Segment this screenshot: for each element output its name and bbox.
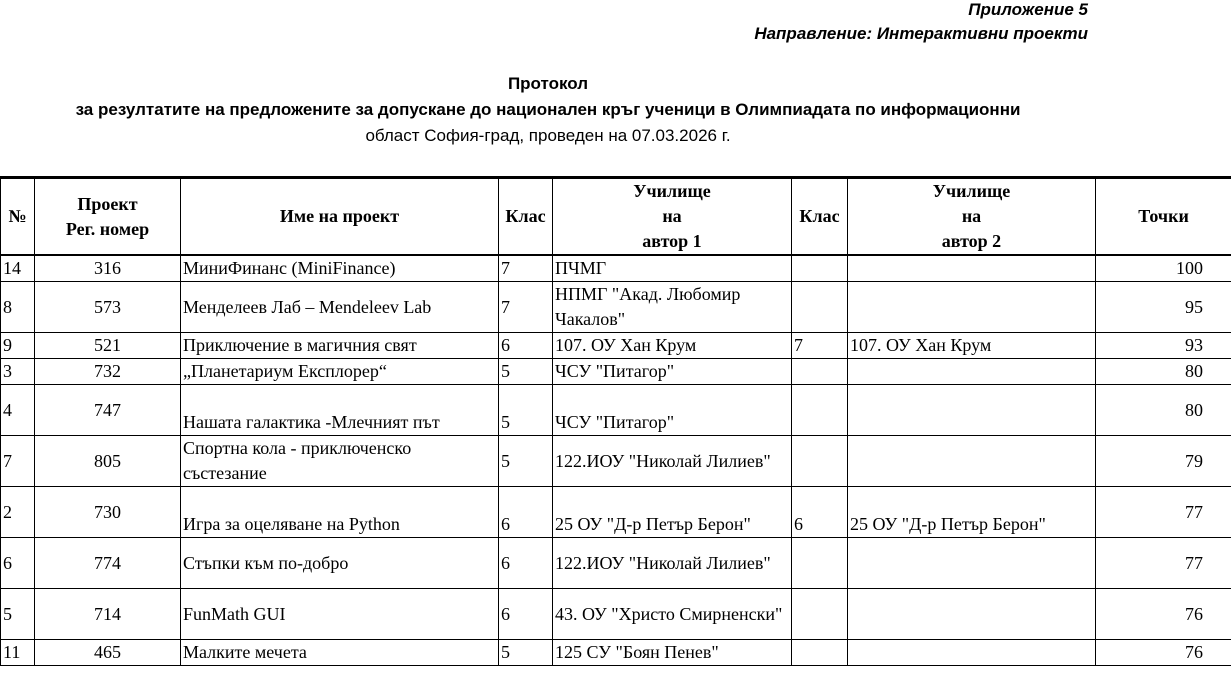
cell-points: 79 [1096, 436, 1231, 487]
cell-school1: 125 СУ "Боян Пенев" [553, 640, 792, 666]
col-header-project-reg [35, 178, 181, 256]
cell-project-name: Малките мечета [181, 640, 499, 666]
table-row [1, 359, 1231, 385]
cell-school1: 107. ОУ Хан Крум [553, 333, 792, 359]
cell-school2 [848, 282, 1096, 333]
cell-school2 [848, 359, 1096, 385]
table-row [1, 282, 1231, 333]
cell-school2 [848, 385, 1096, 436]
cell-grade1: 5 [499, 359, 553, 385]
cell-project-name: Менделеев Лаб – Mendeleev Lab [181, 282, 499, 333]
col-header-school2-line1: Училище [932, 181, 1011, 201]
cell-grade2 [792, 282, 848, 333]
cell-project-name: Стъпки към по-добро [181, 538, 499, 589]
cell-project-name: МиниФинанс (MiniFinance) [181, 255, 499, 282]
cell-project-name: „Планетариум Експлорер“ [181, 359, 499, 385]
cell-points: 100 [1096, 255, 1231, 282]
cell-grade2 [792, 359, 848, 385]
col-header-grade2: Клас [792, 178, 848, 256]
table-row [1, 538, 1231, 589]
cell-grade1: 6 [499, 538, 553, 589]
cell-grade2 [792, 640, 848, 666]
cell-grade2 [792, 385, 848, 436]
cell-grade2 [792, 589, 848, 640]
cell-school1: НПМГ "Акад. Любомир Чакалов" [553, 282, 792, 333]
cell-points: 80 [1096, 385, 1231, 436]
table-row [1, 589, 1231, 640]
cell-school2 [848, 589, 1096, 640]
place-date-line: област София-град, проведен на 07.03.2026 г. [365, 126, 731, 145]
cell-points: 76 [1096, 589, 1231, 640]
cell-grade1: 5 [499, 640, 553, 666]
cell-school2: 107. ОУ Хан Крум [848, 333, 1096, 359]
col-header-school2-line2: на [961, 206, 982, 226]
cell-project-name: Игра за оцеляване на Python [181, 487, 499, 538]
cell-no: 2 [1, 487, 35, 538]
col-header-school2 [848, 178, 1096, 256]
cell-reg-number: 573 [35, 282, 181, 333]
cell-points: 93 [1096, 333, 1231, 359]
cell-grade2 [792, 255, 848, 282]
cell-school1: ЧСУ "Питагор" [553, 359, 792, 385]
cell-reg-number: 730 [35, 487, 181, 538]
cell-points: 77 [1096, 487, 1231, 538]
cell-project-name: Спортна кола - приключенско състезание [181, 436, 499, 487]
col-header-no: № [1, 178, 35, 256]
cell-grade2: 6 [792, 487, 848, 538]
cell-school1: 25 ОУ "Д-р Петър Берон" [553, 487, 792, 538]
direction-label: Направление: Интерактивни проекти [754, 24, 1088, 43]
col-header-project-reg-line1: Проект [77, 193, 138, 214]
table-header-row [1, 178, 1231, 256]
col-header-school1-line3: автор 1 [642, 231, 702, 251]
appendix-label: Приложение 5 [968, 0, 1088, 19]
cell-grade2 [792, 538, 848, 589]
cell-points: 77 [1096, 538, 1231, 589]
cell-grade2 [792, 436, 848, 487]
cell-grade2: 7 [792, 333, 848, 359]
cell-school2 [848, 436, 1096, 487]
cell-project-name: FunMath GUI [181, 589, 499, 640]
col-header-grade1: Клас [499, 178, 553, 256]
cell-school2: 25 ОУ "Д-р Петър Берон" [848, 487, 1096, 538]
cell-project-name: Нашата галактика -Млечният път [181, 385, 499, 436]
results-table [0, 176, 1231, 666]
cell-grade1: 5 [499, 385, 553, 436]
cell-school1: 122.ИОУ "Николай Лилиев" [553, 538, 792, 589]
cell-grade1: 5 [499, 436, 553, 487]
cell-points: 95 [1096, 282, 1231, 333]
cell-school1: ЧСУ "Питагор" [553, 385, 792, 436]
table-row [1, 640, 1231, 666]
col-header-project-name: Име на проект [181, 178, 499, 256]
cell-no: 4 [1, 385, 35, 436]
col-header-points: Точки [1096, 178, 1231, 256]
cell-grade1: 6 [499, 589, 553, 640]
cell-no: 14 [1, 255, 35, 282]
cell-school2 [848, 255, 1096, 282]
col-header-school1-line2: на [662, 206, 682, 226]
table-body [1, 255, 1231, 666]
col-header-school2-line3: автор 2 [941, 231, 1002, 251]
cell-reg-number: 316 [35, 255, 181, 282]
cell-grade1: 7 [499, 255, 553, 282]
cell-reg-number: 805 [35, 436, 181, 487]
cell-no: 7 [1, 436, 35, 487]
cell-no: 8 [1, 282, 35, 333]
cell-reg-number: 714 [35, 589, 181, 640]
cell-school1: 43. ОУ "Христо Смирненски" [553, 589, 792, 640]
cell-points: 80 [1096, 359, 1231, 385]
cell-no: 3 [1, 359, 35, 385]
cell-grade1: 7 [499, 282, 553, 333]
cell-reg-number: 774 [35, 538, 181, 589]
cell-no: 5 [1, 589, 35, 640]
cell-grade1: 6 [499, 487, 553, 538]
cell-grade1: 6 [499, 333, 553, 359]
table-row [1, 487, 1231, 538]
cell-no: 9 [1, 333, 35, 359]
cell-school2 [848, 538, 1096, 589]
cell-school2 [848, 640, 1096, 666]
table-row [1, 255, 1231, 282]
table-row [1, 333, 1231, 359]
cell-school1: ПЧМГ [553, 255, 792, 282]
cell-reg-number: 747 [35, 385, 181, 436]
cell-project-name: Приключение в магичния свят [181, 333, 499, 359]
cell-points: 76 [1096, 640, 1231, 666]
col-header-project-reg-line2: Рег. номер [65, 218, 150, 239]
document-title: Протокол [507, 74, 589, 93]
document-subtitle: за резултатите на предложените за допускане до национален кръг ученици в Олимпиадата по информационни [75, 100, 1021, 119]
table-row [1, 385, 1231, 436]
cell-reg-number: 465 [35, 640, 181, 666]
col-header-school1 [553, 178, 792, 256]
table-row [1, 436, 1231, 487]
cell-no: 11 [1, 640, 35, 666]
cell-no: 6 [1, 538, 35, 589]
cell-reg-number: 521 [35, 333, 181, 359]
cell-reg-number: 732 [35, 359, 181, 385]
cell-school1: 122.ИОУ "Николай Лилиев" [553, 436, 792, 487]
col-header-school1-line1: Училище [633, 181, 711, 201]
